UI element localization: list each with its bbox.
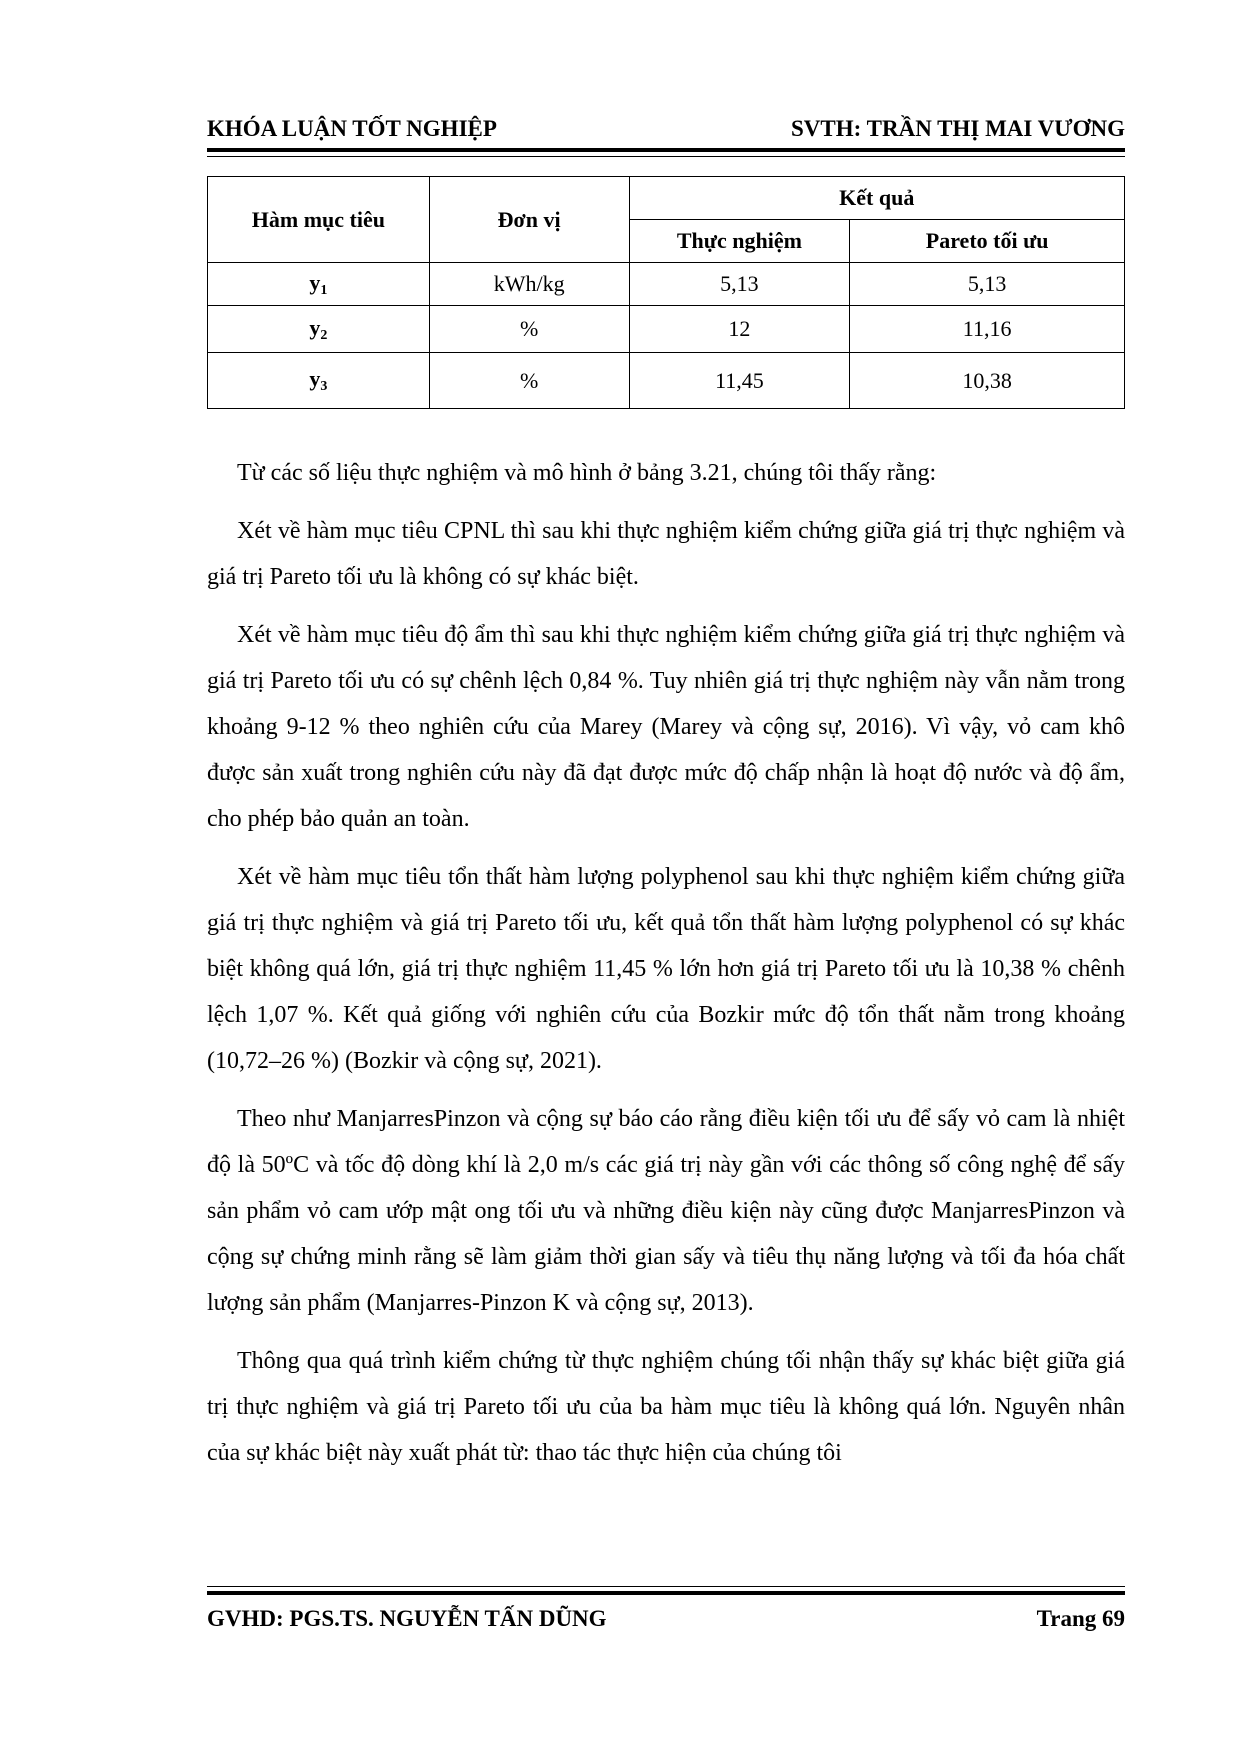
table-row bbox=[208, 263, 1125, 306]
col-header-unit: Đơn vị bbox=[429, 177, 629, 263]
header-rule bbox=[207, 148, 1125, 157]
col-header-result: Kết quả bbox=[629, 177, 1124, 220]
col-header-function: Hàm mục tiêu bbox=[208, 177, 430, 263]
footer-supervisor: GVHD: PGS.TS. NGUYỄN TẤN DŨNG bbox=[207, 1606, 607, 1631]
table-header-row bbox=[208, 177, 1125, 220]
row-experimental: 5,13 bbox=[629, 263, 850, 306]
row-experimental: 11,45 bbox=[629, 353, 850, 409]
paragraph-conclusion: Thông qua quá trình kiểm chứng từ thực nghiệm chúng tối nhận thấy sự khác biệt giữa giá trị thực nghiệm và giá trị Pareto tối ưu của ba hàm mục tiêu là không quá lớn. Nguyên nhân của sự khác biệt này xuất phát từ: thao tác thực hiện của chúng tôi bbox=[207, 1348, 1125, 1466]
paragraph-polyphenol: Xét về hàm mục tiêu tổn thất hàm lượng polyphenol sau khi thực nghiệm kiểm chứng giữa giá trị thực nghiệm và giá trị Pareto tối ưu, kết quả tổn thất hàm lượng polyphenol có sự khác biệt không quá lớn, giá trị thực nghiệm 11,45 % lớn hơn giá trị Pareto tối ưu là 10,38 % chênh lệch 1,07 %. Kết quả giống với nghiên cứu của Bozkir mức độ tổn thất nằm trong khoảng (10,72–26 %) (Bozkir và cộng sự, 2021). bbox=[207, 864, 1125, 1074]
paragraph-intro: Từ các số liệu thực nghiệm và mô hình ở bảng 3.21, chúng tôi thấy rằng: bbox=[237, 460, 937, 486]
col-header-experimental: Thực nghiệm bbox=[629, 220, 850, 263]
body-text bbox=[207, 450, 1125, 1488]
row-variable: $y_2$ bbox=[208, 306, 430, 353]
row-unit: % bbox=[429, 353, 629, 409]
row-pareto: 10,38 bbox=[850, 353, 1125, 409]
results-table bbox=[207, 176, 1125, 409]
row-variable: $y_1$ bbox=[208, 263, 430, 306]
header-student-name: SVTH: TRẦN THỊ MAI VƯƠNG bbox=[791, 116, 1125, 141]
table-row bbox=[208, 353, 1125, 409]
table-row bbox=[208, 306, 1125, 353]
page-header bbox=[207, 116, 1125, 142]
page-number: Trang 69 bbox=[1036, 1606, 1125, 1631]
paragraph-moisture: Xét về hàm mục tiêu độ ẩm thì sau khi thực nghiệm kiểm chứng giữa giá trị thực nghiệm và giá trị Pareto tối ưu có sự chênh lệch 0,84 %. Tuy nhiên giá trị thực nghiệm này vẫn nằm trong khoảng 9-12 % theo nghiên cứu của Marey (Marey và cộng sự, 2016). Vì vậy, vỏ cam khô được sản xuất trong nghiên cứu này đã đạt được mức độ chấp nhận là hoạt độ nước và độ ẩm, cho phép bảo quản an toàn. bbox=[207, 622, 1125, 832]
row-pareto: 5,13 bbox=[850, 263, 1125, 306]
row-experimental: 12 bbox=[629, 306, 850, 353]
row-pareto: 11,16 bbox=[850, 306, 1125, 353]
footer-rule bbox=[207, 1586, 1125, 1595]
page-footer bbox=[207, 1606, 1125, 1632]
row-variable: $y_3$ bbox=[208, 353, 430, 409]
row-unit: % bbox=[429, 306, 629, 353]
row-unit: kWh/kg bbox=[429, 263, 629, 306]
col-header-pareto: Pareto tối ưu bbox=[850, 220, 1125, 263]
paragraph-energy: Xét về hàm mục tiêu CPNL thì sau khi thực nghiệm kiểm chứng giữa giá trị thực nghiệm và giá trị Pareto tối ưu là không có sự khác biệt. bbox=[207, 518, 1125, 590]
header-thesis-title: KHÓA LUẬN TỐT NGHIỆP bbox=[207, 116, 497, 141]
paragraph-conditions: Theo như ManjarresPinzon và cộng sự báo cáo rằng điều kiện tối ưu để sấy vỏ cam là nhiệt độ là 50ºC và tốc độ dòng khí là 2,0 m/s các giá trị này gần với các thông số công nghệ để sấy sản phẩm vỏ cam ướp mật ong tối ưu và những điều kiện này cũng được ManjarresPinzon và cộng sự chứng minh rằng sẽ làm giảm thời gian sấy và tiêu thụ năng lượng và tối đa hóa chất lượng sản phẩm (Manjarres-Pinzon K và cộng sự, 2013). bbox=[207, 1106, 1125, 1316]
